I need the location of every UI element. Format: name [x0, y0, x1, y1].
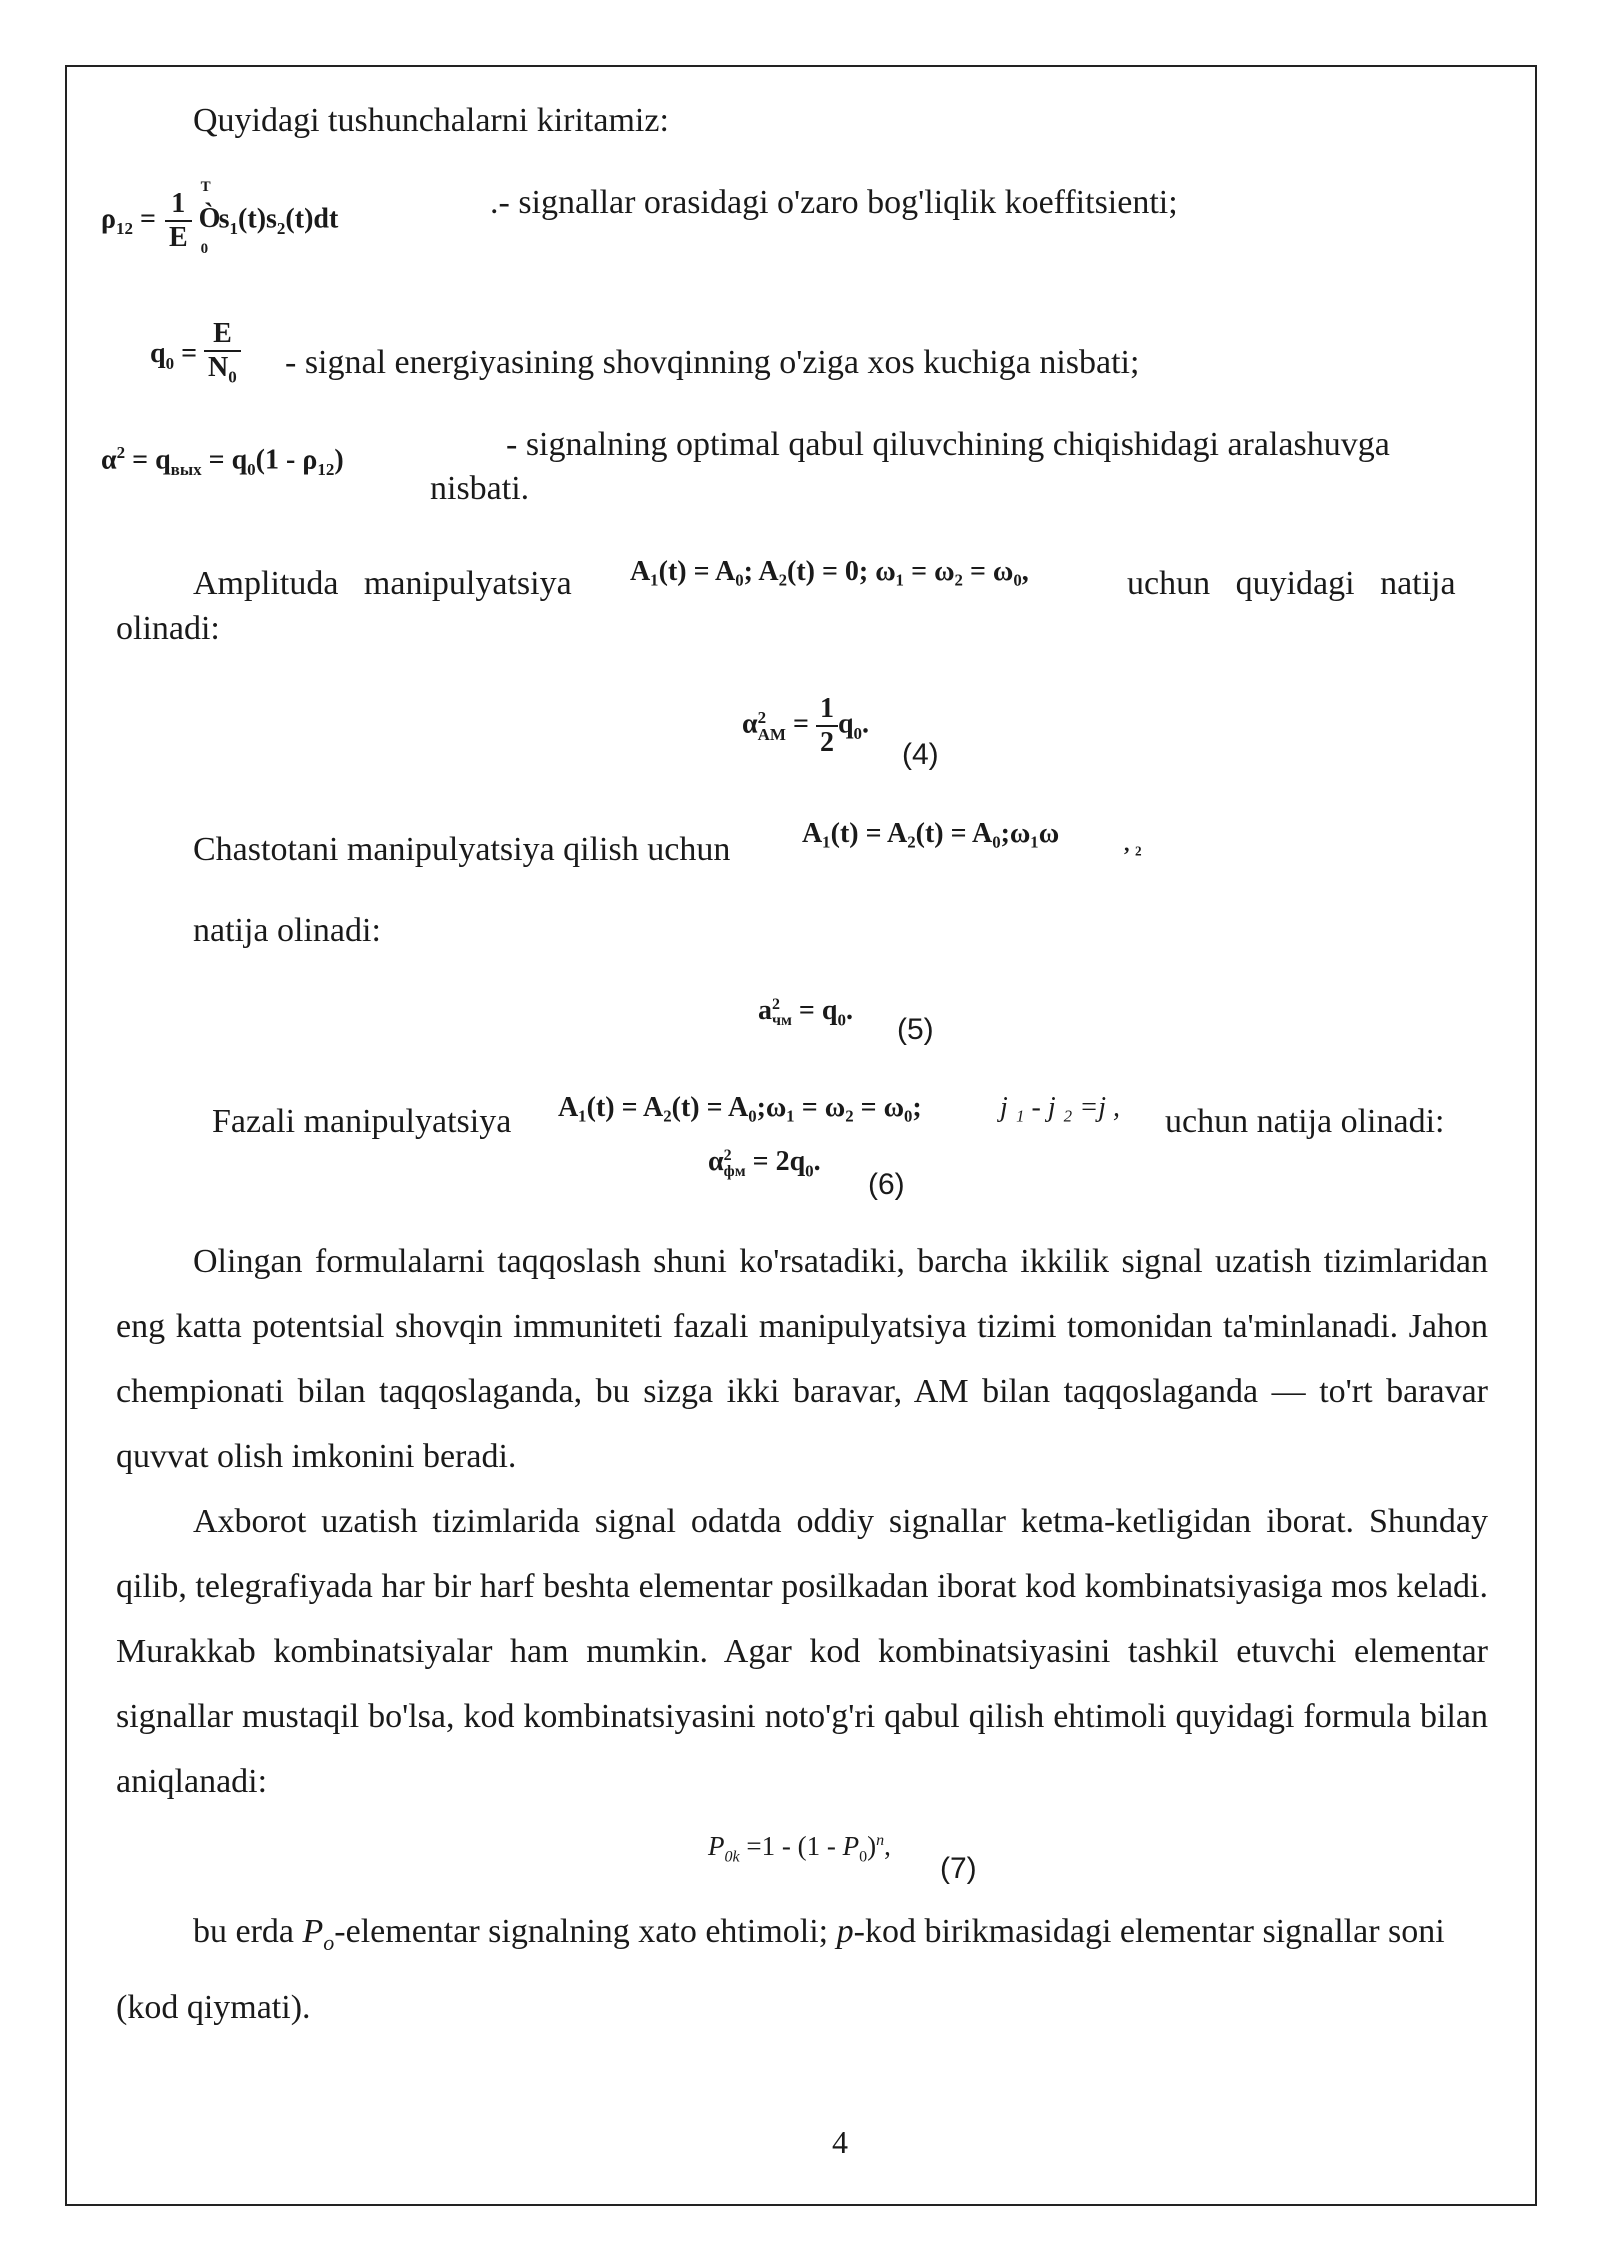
am-lead: Amplituda manipulyatsiya — [193, 565, 572, 602]
equation-number-7: (7) — [940, 1852, 977, 1885]
am-formula: A₁(t) = A₀; A₂(t) = 0; ω₁ = ω₂ = ω₀, — [630, 556, 1029, 587]
paragraph-comparison: Olingan formulalarni taqqoslash shuni ko'rsatadiki, barcha ikkilik signal uzatish tizimlaridan eng katta potentsial shovqin immuniteti fazali manipulyatsiya tizimi tomonidan ta'minlanadi. Jahon chempionati bilan taqqoslaganda, bu sizga ikki baravar, AM bilan taqqoslaganda — to'rt baravar quvvat olish imkonini beradi. — [116, 1243, 1488, 1475]
am-line2: olinadi: — [116, 610, 220, 647]
rho-description: .- signallar orasidagi o'zaro bog'liqlik koeffitsienti; — [490, 184, 1178, 221]
am-trail: uchun quyidagi natija — [1127, 565, 1456, 602]
pm-phase-formula: j ₁ - j ₂ =j , — [1000, 1092, 1121, 1123]
paragraph-definition: bu erda $P_o$-elementar signalning xato ehtimoli; p-kod birikmasidagi elementar signallar soni (kod qiymati). — [116, 1913, 1445, 2026]
fm-line2: natija olinadi: — [193, 912, 381, 949]
pm-formula: A₁(t) = A₂(t) = A₀;ω₁ = ω₂ = ω₀; — [558, 1092, 922, 1123]
fm-result-formula: a 2 чм = $q_0$. — [758, 995, 853, 1030]
pm-result-formula: α 2 фм = $2q_0$. — [708, 1146, 821, 1181]
q0-formula: $q_0$ = $\frac{E}{N_0}$ — [150, 318, 241, 394]
fm-formula: A₁(t) = A₂(t) = A₀;ω₁ω — [802, 818, 1060, 849]
fm-formula-tail: , ₂ — [1124, 831, 1142, 856]
pm-trail: uchun natija olinadi: — [1165, 1103, 1445, 1140]
alpha-description-line1: - signalning optimal qabul qiluvchining chiqishidagi aralashuvga — [506, 426, 1390, 463]
q0-description: - signal energiyasining shovqinning o'ziga xos kuchiga nisbati; — [285, 344, 1140, 381]
page-number: 4 — [832, 2124, 848, 2160]
pm-lead: Fazali manipulyatsiya — [212, 1103, 512, 1140]
alpha-formula: $\alpha^2 = q_{вых} = q_0(1 - \rho_{12})$ — [101, 443, 344, 479]
equation-7: $P_{0k} =1 - (1 - P_0)^n$, — [708, 1831, 891, 1866]
fm-lead: Chastotani manipulyatsiya qilish uchun — [193, 831, 731, 868]
am-result-formula: α 2 AM = $\frac{1}{2}$ $q_0$. — [742, 693, 870, 758]
equation-number-6: (6) — [868, 1168, 905, 1201]
intro-text: Quyidagi tushunchalarni kiritamiz: — [193, 102, 669, 139]
rho-formula: $\rho_{12}$ = $\frac{1}{E}$ T Ò 0 $s_1(t)s_2(t)dt$ — [101, 179, 339, 258]
equation-number-4: (4) — [902, 738, 939, 771]
alpha-description-line2: nisbati. — [430, 470, 530, 507]
equation-number-5: (5) — [897, 1013, 934, 1046]
paragraph-code-combinations: Axborot uzatish tizimlarida signal odatda oddiy signallar ketma-ketligidan iborat. Shunday qilib, telegrafiyada har bir harf beshta elementar posilkadan iborat kod kombinatsiyasiga mos keladi. Murakkab kombinatsiyalar ham mumkin. Agar kod kombinatsiyasini tashkil etuvchi elementar signallar mustaqil bo'lsa, kod kombinatsiyasini noto'g'ri qabul qilish ehtimoli quyidagi formula bilan aniqlanadi: — [116, 1503, 1488, 1800]
